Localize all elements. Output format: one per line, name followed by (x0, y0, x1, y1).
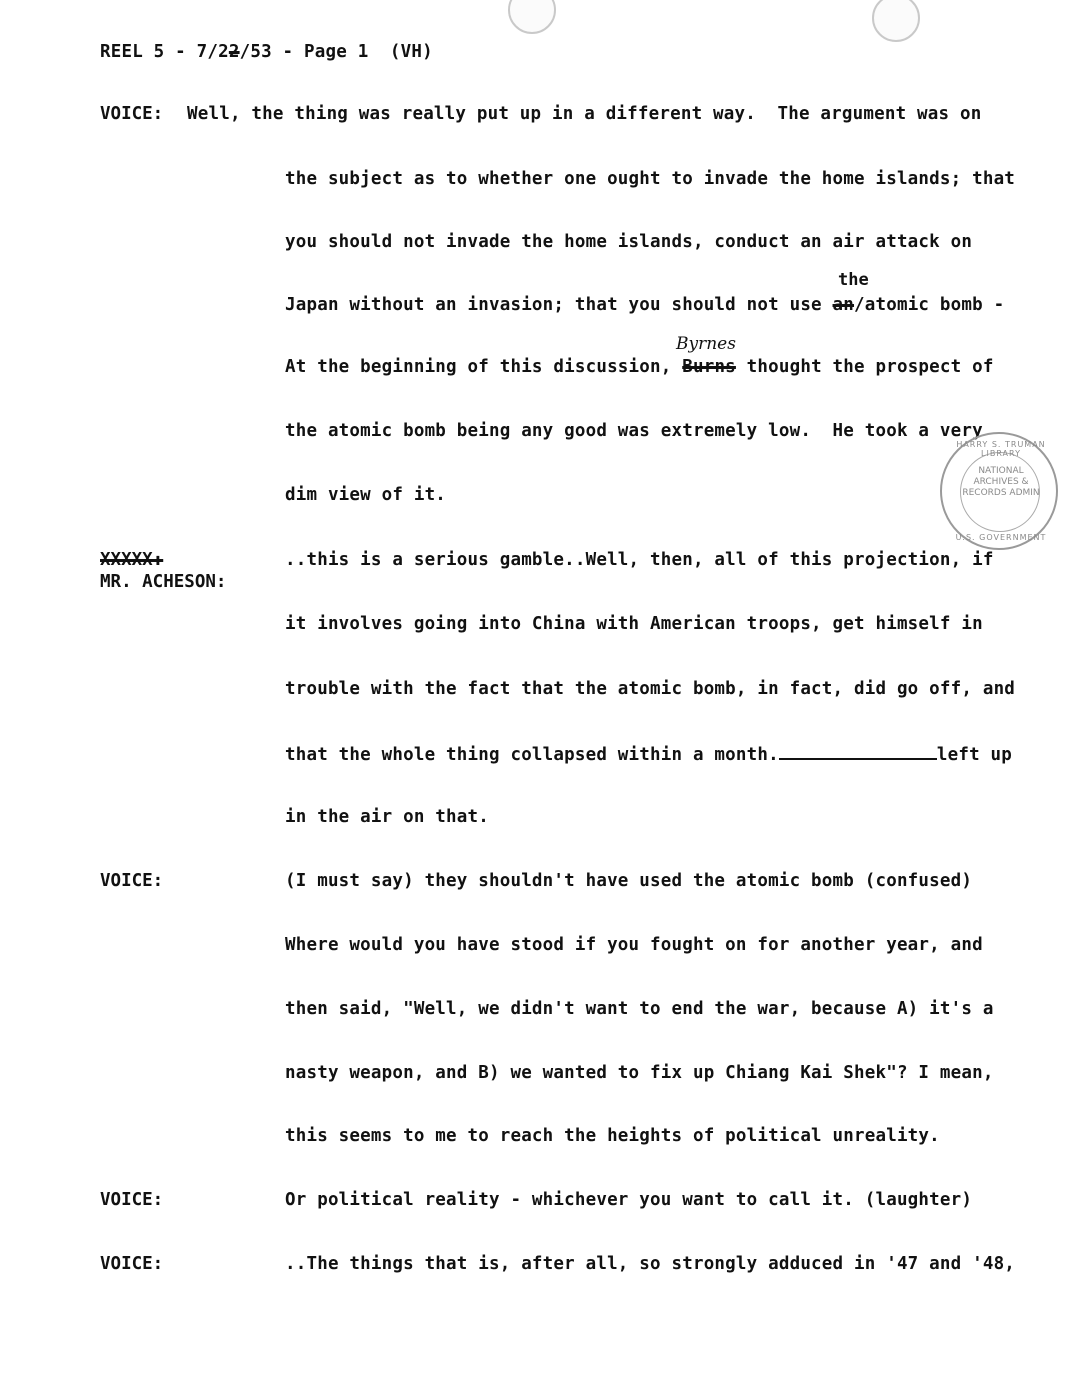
punch-hole-right (872, 0, 920, 42)
stamp-top-text: HARRY S. TRUMAN LIBRARY (956, 440, 1046, 458)
speaker-label: VOICE: (100, 1254, 164, 1274)
transcript-line: this seems to me to reach the heights of political unreality. (285, 1126, 940, 1146)
stamp-center-text: NATIONAL ARCHIVES & RECORDS ADMIN (962, 466, 1040, 498)
speaker-label-struck: XXXXX: (100, 550, 164, 570)
transcript-line: Or political reality - whichever you want to call it. (laughter) (285, 1190, 973, 1210)
transcript-line: ..The things that is, after all, so strongly adduced in '47 and '48, (285, 1254, 1016, 1274)
transcript-line: ..this is a serious gamble..Well, then, all of this projection, if (285, 550, 994, 570)
punch-hole-left (508, 0, 556, 34)
page-header: REEL 5 - 7/22/53 - Page 1 (VH) (100, 42, 433, 62)
transcript-line: Japan without an invasion; that you should not use an/atomic bomb - (285, 295, 1005, 315)
speaker-label: VOICE: (100, 871, 164, 891)
speaker-label: MR. ACHESON: (100, 572, 227, 592)
typed-insert: the (838, 270, 869, 290)
transcript-line: then said, "Well, we didn't want to end the war, because A) it's a (285, 999, 994, 1019)
transcript-line: trouble with the fact that the atomic bomb, in fact, did go off, and (285, 679, 1016, 699)
transcript-line: it involves going into China with American troops, get himself in (285, 614, 983, 634)
library-stamp (940, 432, 1058, 550)
transcript-line: Well, the thing was really put up in a different way. The argument was on (187, 104, 982, 124)
handwritten-correction: Byrnes (676, 334, 736, 354)
transcript-line: that the whole thing collapsed within a month. left up (285, 745, 1013, 765)
transcript-line: the subject as to whether one ought to invade the home islands; that (285, 169, 1016, 189)
transcript-line: the atomic bomb being any good was extremely low. He took a very (285, 421, 983, 441)
transcript-line: (I must say) they shouldn't have used the atomic bomb (confused) (285, 871, 973, 891)
transcript-line: dim view of it. (285, 485, 447, 505)
speaker-label: VOICE: (100, 1190, 164, 1210)
transcript-line: Where would you have stood if you fought on for another year, and (285, 935, 983, 955)
transcript-line: nasty weapon, and B) we wanted to fix up Chiang Kai Shek"? I mean, (285, 1063, 994, 1083)
transcript-line: you should not invade the home islands, conduct an air attack on (285, 232, 973, 252)
stamp-bottom-text: U.S. GOVERNMENT (955, 533, 1047, 542)
speaker-label: VOICE: (100, 104, 164, 124)
blank-line (779, 744, 937, 760)
transcript-line: At the beginning of this discussion, Burns thought the prospect of (285, 357, 994, 377)
transcript-line: in the air on that. (285, 807, 489, 827)
